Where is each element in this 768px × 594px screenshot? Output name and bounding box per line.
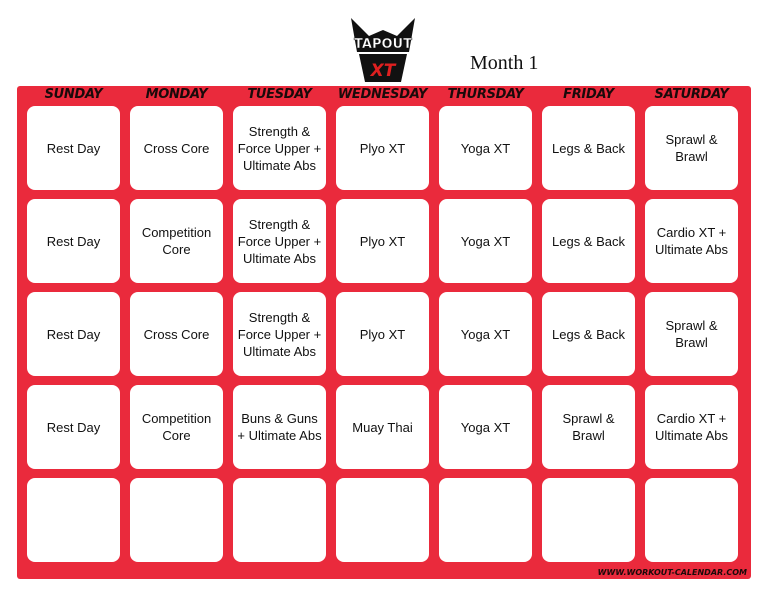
calendar-cell: [439, 478, 532, 562]
calendar-cell: [542, 292, 635, 376]
workout-label: Muay Thai: [352, 419, 413, 435]
calendar-cell: [27, 292, 120, 376]
workout-label: Legs & Back: [552, 233, 625, 249]
calendar-cell: [336, 478, 429, 562]
day-header-monday: MONDAY: [145, 87, 208, 102]
workout-label: Sprawl & Brawl: [665, 318, 718, 350]
workout-label: Yoga XT: [460, 419, 511, 435]
day-header-friday: FRIDAY: [563, 87, 614, 102]
calendar-cell: [645, 478, 738, 562]
workout-label: Plyo XT: [359, 326, 406, 342]
workout-label: Competition Core: [141, 411, 212, 443]
workout-label: Cross Core: [143, 326, 210, 342]
calendar-cell: [130, 106, 223, 190]
workout-calendar: [17, 86, 751, 579]
workout-label: Plyo XT: [359, 140, 406, 156]
tapout-xt-logo: [349, 16, 417, 86]
calendar-cell: [233, 292, 326, 376]
calendar-cell: [336, 106, 429, 190]
calendar-cell: [336, 292, 429, 376]
logo-xt-text: XT: [370, 61, 396, 81]
workout-label: Rest Day: [46, 419, 101, 435]
calendar-cell: [542, 478, 635, 562]
calendar-cell: [27, 199, 120, 283]
calendar-cell: [645, 292, 738, 376]
workout-label: Cardio XT + Ultimate Abs: [655, 225, 728, 257]
workout-label: Plyo XT: [359, 233, 406, 249]
calendar-cell: [27, 385, 120, 469]
calendar-cell: [233, 478, 326, 562]
calendar-cell: [130, 292, 223, 376]
workout-label: Legs & Back: [552, 326, 625, 342]
calendar-cell: [233, 385, 326, 469]
day-headers: [17, 86, 751, 108]
workout-label: Strength & Force Upper + Ultimate Abs: [237, 309, 322, 359]
workout-label: Cross Core: [143, 140, 210, 156]
calendar-cell: [27, 106, 120, 190]
workout-label: Strength & Force Upper + Ultimate Abs: [237, 123, 322, 173]
day-header-wednesday: WEDNESDAY: [337, 87, 428, 102]
month-title: Month 1: [470, 52, 539, 74]
workout-label: Yoga XT: [460, 140, 511, 156]
calendar-cell: [336, 199, 429, 283]
website-credit: WWW.WORKOUT-CALENDAR.COM: [597, 568, 747, 577]
calendar-cell: [130, 478, 223, 562]
day-header-tuesday: TUESDAY: [247, 87, 312, 102]
calendar-cell: [439, 292, 532, 376]
workout-label: Rest Day: [46, 233, 101, 249]
calendar-cell: [542, 199, 635, 283]
workout-label: Sprawl & Brawl: [562, 411, 615, 443]
day-header-saturday: SATURDAY: [654, 87, 729, 102]
calendar-cell: [645, 199, 738, 283]
day-header-sunday: SUNDAY: [44, 87, 103, 102]
calendar-cell: [130, 199, 223, 283]
workout-label: Sprawl & Brawl: [665, 132, 718, 164]
calendar-cell: [645, 106, 738, 190]
workout-label: Yoga XT: [460, 233, 511, 249]
calendar-cell: [439, 385, 532, 469]
calendar-cell: [233, 199, 326, 283]
calendar-cell: [439, 106, 532, 190]
workout-label: Rest Day: [46, 140, 101, 156]
workout-label: Rest Day: [46, 326, 101, 342]
workout-label: Cardio XT + Ultimate Abs: [655, 411, 728, 443]
workout-label: Yoga XT: [460, 326, 511, 342]
calendar-cell: [233, 106, 326, 190]
calendar-cell: [27, 478, 120, 562]
workout-label: Buns & Guns + Ultimate Abs: [237, 411, 322, 443]
calendar-cell: [542, 385, 635, 469]
calendar-cell: [130, 385, 223, 469]
workout-label: Strength & Force Upper + Ultimate Abs: [237, 216, 322, 266]
calendar-cell: [439, 199, 532, 283]
calendar-cell: [542, 106, 635, 190]
calendar-cell: [645, 385, 738, 469]
workout-label: Legs & Back: [552, 140, 625, 156]
calendar-cell: [336, 385, 429, 469]
day-header-thursday: THURSDAY: [447, 87, 524, 102]
logo-text: TAPOUT: [354, 37, 412, 52]
workout-label: Competition Core: [141, 225, 212, 257]
